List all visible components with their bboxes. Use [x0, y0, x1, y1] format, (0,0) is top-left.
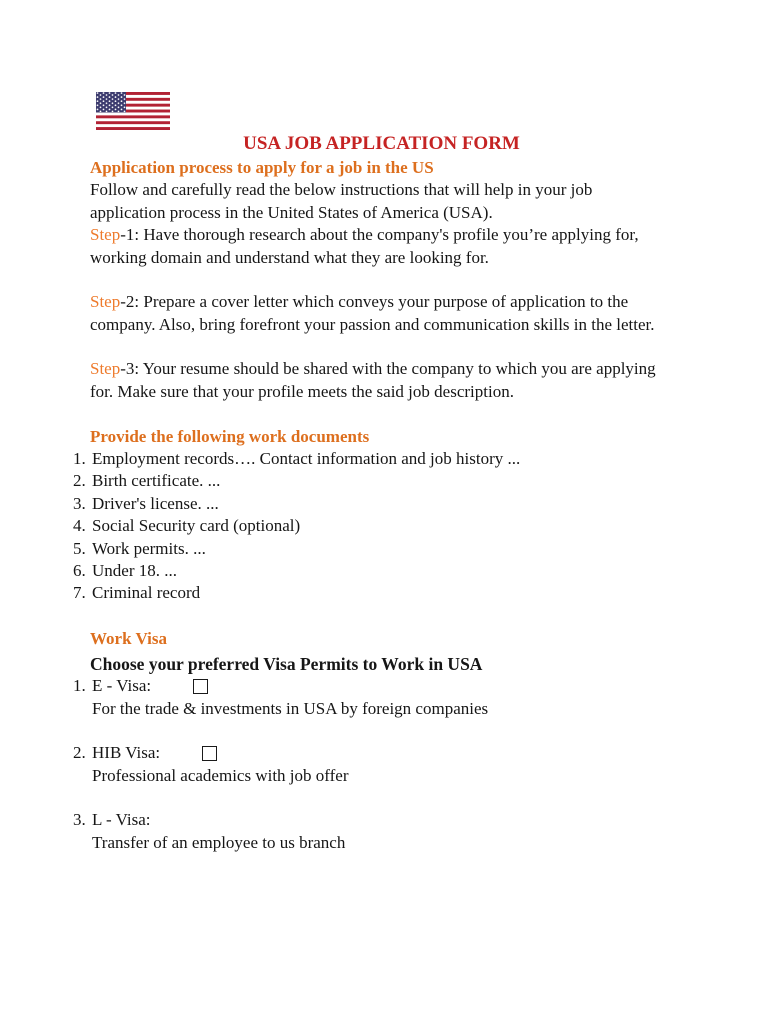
list-item — [73, 538, 672, 560]
intro-paragraph: Follow and carefully read the below instructions that will help in your job application process in the United States of America (USA). — [90, 180, 593, 222]
list-number: 3. — [73, 493, 86, 513]
step-1-text: -1: Have thorough research about the company's profile you’re applying for, working domain and understand what they are looking for. — [90, 225, 639, 267]
list-item-text: Work permits. ... — [92, 538, 206, 558]
spacer — [73, 787, 672, 809]
list-item-text: Driver's license. ... — [92, 493, 219, 513]
list-number: 3. — [73, 810, 86, 830]
list-number: 5. — [73, 538, 86, 558]
hib-visa-checkbox[interactable] — [202, 746, 217, 761]
visa-subheading: Choose your preferred Visa Permits to Work in USA — [90, 653, 483, 674]
visa-option-e-visa — [73, 675, 672, 697]
step-3-paragraph — [90, 358, 672, 403]
visa-option-description: Transfer of an employee to us branch — [92, 832, 346, 852]
list-number: 7. — [73, 583, 86, 603]
list-number: 2. — [73, 471, 86, 491]
spacer — [73, 269, 672, 291]
list-item — [73, 448, 672, 470]
step-3-text: -3: Your resume should be shared with the company to which you are applying for. Make sure that your profile meets the said job description. — [90, 359, 656, 401]
step-3-label: Step — [90, 359, 121, 378]
spacer — [73, 720, 672, 742]
list-item-text: Employment records…. Contact information and job history ... — [92, 449, 521, 468]
list-item — [73, 582, 672, 604]
visa-option-description: Professional academics with job offer — [92, 765, 349, 785]
list-number: 1. — [73, 449, 86, 468]
section-heading-work-documents: Provide the following work documents — [90, 427, 370, 446]
visa-option-l-visa — [73, 809, 672, 831]
section-heading-work-visa: Work Visa — [90, 628, 167, 648]
work-documents-list — [73, 448, 672, 605]
list-item-text: Under 18. ... — [92, 561, 177, 581]
section-heading-application-process: Application process to apply for a job in the US — [90, 158, 434, 177]
spacer — [73, 605, 672, 627]
list-item — [73, 560, 672, 582]
list-item-text: Criminal record — [92, 583, 201, 603]
spacer — [73, 403, 672, 425]
step-2-paragraph — [90, 291, 672, 336]
page-title: USA JOB APPLICATION FORM — [243, 133, 520, 154]
step-1-label: Step — [90, 225, 121, 244]
e-visa-checkbox[interactable] — [193, 679, 208, 694]
list-item — [73, 515, 672, 537]
list-item — [73, 493, 672, 515]
list-number: 1. — [73, 676, 86, 696]
visa-option-label: HIB Visa: — [92, 743, 161, 763]
list-number: 4. — [73, 516, 86, 536]
us-flag-icon — [96, 92, 170, 130]
list-number: 2. — [73, 743, 86, 763]
visa-option-description: For the trade & investments in USA by foreign companies — [92, 698, 489, 718]
list-item-text: Birth certificate. ... — [92, 471, 221, 491]
visa-option-label: E - Visa: — [92, 676, 152, 696]
list-item-text: Social Security card (optional) — [92, 516, 301, 536]
step-2-label: Step — [90, 292, 121, 311]
spacer — [73, 336, 672, 358]
visa-option-label: L - Visa: — [92, 810, 151, 830]
step-2-text: -2: Prepare a cover letter which conveys your purpose of application to the company. Also, bring forefront your passion and communication skills in the letter. — [90, 292, 655, 334]
list-number: 6. — [73, 561, 86, 581]
step-1-paragraph — [90, 224, 672, 269]
list-item — [73, 470, 672, 492]
visa-option-hib-visa — [73, 742, 672, 764]
